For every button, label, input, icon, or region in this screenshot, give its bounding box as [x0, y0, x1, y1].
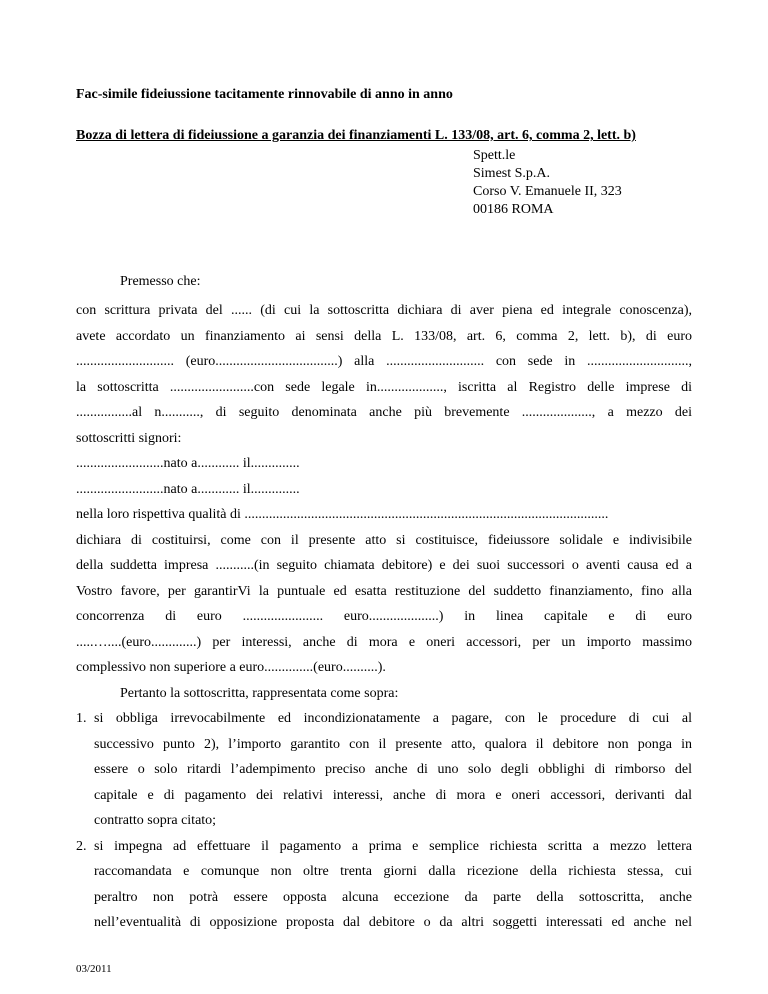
- body-line: della suddetta impresa ...........(in seguito chiamata debitore) e dei suoi successori o aventi causa ed a: [76, 558, 692, 573]
- list-line: peraltro non potrà essere opposta alcuna eccezione da parte della sottoscritta, anche: [94, 889, 692, 905]
- body-line: complessivo non superiore a euro..............(euro..........).: [76, 660, 386, 675]
- recipient-line: 00186 ROMA: [473, 202, 554, 217]
- body-line: con scrittura privata del ...... (di cui la sottoscritta dichiara di aver piena ed integrale conoscenza),: [76, 303, 692, 318]
- list-line: capitale e di pagamento dei relativi interessi, anche di mora e oneri accessori, derivanti dal: [94, 787, 692, 803]
- body-line: Vostro favore, per garantirVi la puntuale ed esatta restituzione del suddetto finanziamento, fino alla: [76, 583, 692, 599]
- body-line: nella loro rispettiva qualità di ........................................................................................................: [76, 507, 609, 522]
- body-line: .........................nato a............ il..............: [76, 481, 300, 497]
- body-line: avete accordato un finanziamento ai sensi della L. 133/08, art. 6, comma 2, lett. b), di euro: [76, 328, 692, 344]
- list-line: essere o solo ritardi l’adempimento preciso anche di uno solo degli obblighi di rimborso del: [94, 762, 692, 777]
- body-line: dichiara di costituirsi, come con il presente atto si costituisce, fideiussore solidale e indivisibile: [76, 532, 692, 548]
- list-line: successivo punto 2), l’importo garantito con il presente atto, qualora il debitore non ponga in: [94, 736, 692, 752]
- list-line: si impegna ad effettuare il pagamento a prima e semplice richiesta scritta a mezzo lettera: [94, 838, 692, 854]
- list-line: nell’eventualità di opposizione proposta dal debitore o da altri soggetti interessati ed anche nel: [94, 915, 692, 930]
- body-line: la sottoscritta ........................con sede legale in..................., iscritta al Registro delle imprese di: [76, 379, 692, 395]
- body-line: .....…....(euro.............) per interessi, anche di mora e oneri accessori, per un importo massimo: [76, 634, 692, 650]
- footer-date: 03/2011: [76, 963, 112, 975]
- pertanto-line: Pertanto la sottoscritta, rappresentata come sopra:: [120, 685, 399, 701]
- list-item: [76, 834, 692, 936]
- body-line: concorrenza di euro ....................... euro....................) in linea capitale e di euro: [76, 609, 692, 624]
- list-item: [76, 706, 692, 834]
- body-line: ............................ (euro...................................) alla ............................ con sede in .............................,: [76, 354, 692, 369]
- list-line: contratto sopra citato;: [94, 813, 217, 828]
- list-number: 2.: [76, 838, 87, 854]
- recipient-address: [473, 147, 622, 219]
- recipient-line: Spett.le: [473, 148, 516, 163]
- premesso-heading: Premesso che:: [120, 274, 201, 289]
- recipient-line: Simest S.p.A.: [473, 166, 551, 181]
- body-text: [76, 298, 692, 936]
- body-line: sottoscritti signori:: [76, 430, 182, 446]
- recipient-line: Corso V. Emanuele II, 323: [473, 184, 622, 199]
- list-line: raccomandata e comunque non oltre trenta giorni dalla ricezione della richiesta stessa, cui: [94, 864, 692, 879]
- document-title: Fac-simile fideiussione tacitamente rinnovabile di anno in anno: [76, 87, 453, 102]
- list-line: si obbliga irrevocabilmente ed incondizionatamente a pagare, con le procedure di cui al: [94, 711, 692, 726]
- document-subtitle: Bozza di lettera di fideiussione a garanzia dei finanziamenti L. 133/08, art. 6, comma 2, lett. b): [76, 128, 636, 143]
- body-line: ................al n..........., di seguito denominata anche più brevemente ...................., a mezzo dei: [76, 405, 692, 420]
- list-number: 1.: [76, 711, 87, 726]
- body-line: .........................nato a............ il..............: [76, 456, 300, 471]
